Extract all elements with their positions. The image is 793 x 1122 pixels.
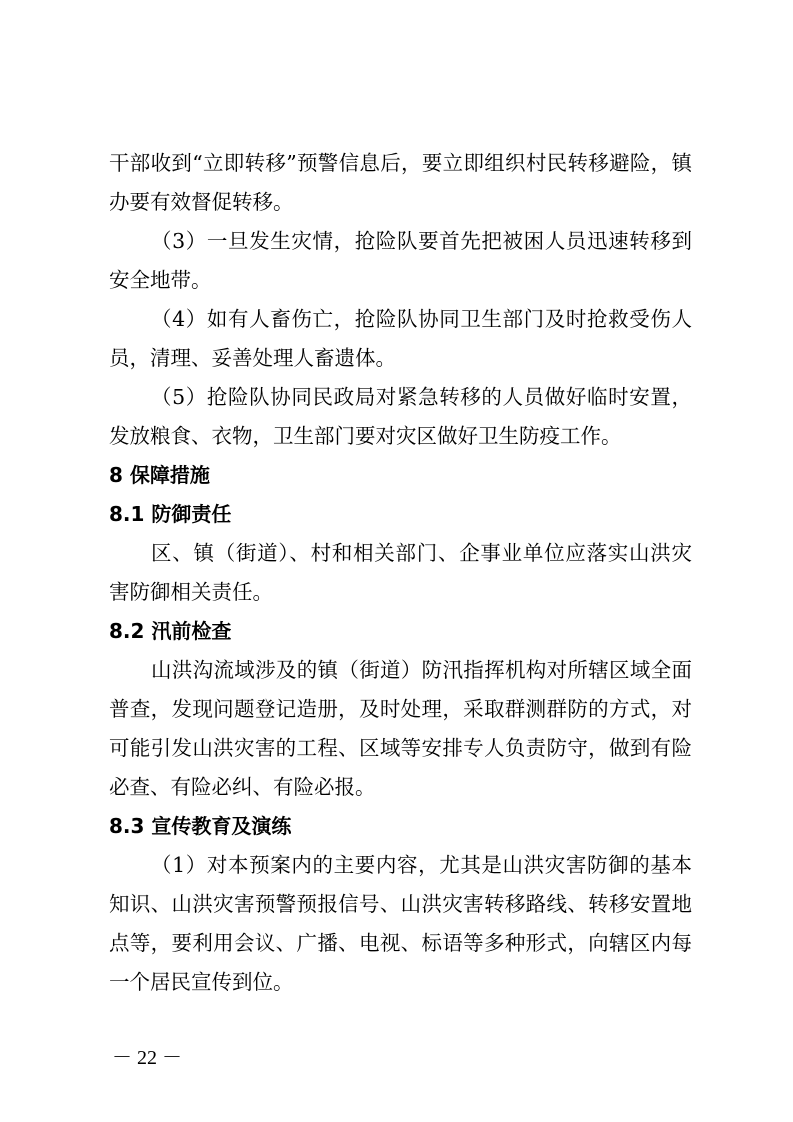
section-heading: 8 保障措施 bbox=[109, 463, 210, 487]
paragraph-line: （5）抢险队协同民政局对紧急转移的人员做好临时安置， bbox=[151, 385, 692, 409]
paragraph-line: 办要有效督促转移。 bbox=[109, 190, 294, 214]
paragraph-line: 区、镇（街道）、村和相关部门、企事业单位应落实山洪灾 bbox=[151, 541, 692, 565]
paragraph-line: 干部收到“立即转移”预警信息后，要立即组织村民转移避险，镇 bbox=[109, 151, 692, 175]
paragraph-line: 知识、山洪灾害预警预报信号、山洪灾害转移路线、转移安置地 bbox=[109, 892, 692, 916]
paragraph-line: 害防御相关责任。 bbox=[109, 580, 273, 604]
page-number: － 22 － bbox=[112, 1047, 182, 1069]
paragraph-line: 一个居民宣传到位。 bbox=[109, 970, 294, 994]
paragraph-line: 员，清理、妥善处理人畜遗体。 bbox=[109, 346, 396, 370]
paragraph-line: （1）对本预案内的主要内容，尤其是山洪灾害防御的基本 bbox=[151, 853, 692, 877]
paragraph-line: 必查、有险必纠、有险必报。 bbox=[109, 775, 376, 799]
paragraph-line: 可能引发山洪灾害的工程、区域等安排专人负责防守，做到有险 bbox=[109, 736, 692, 760]
subsection-heading: 8.2 汛前检查 bbox=[109, 619, 232, 643]
paragraph-line: 发放粮食、衣物，卫生部门要对灾区做好卫生防疫工作。 bbox=[109, 424, 622, 448]
subsection-heading: 8.1 防御责任 bbox=[109, 502, 232, 526]
paragraph-line: 点等，要利用会议、广播、电视、标语等多种形式，向辖区内每 bbox=[109, 931, 692, 955]
paragraph-line: （3）一旦发生灾情，抢险队要首先把被困人员迅速转移到 bbox=[151, 229, 692, 253]
paragraph-line: （4）如有人畜伤亡，抢险队协同卫生部门及时抢救受伤人 bbox=[151, 307, 692, 331]
paragraph-line: 普查，发现问题登记造册，及时处理，采取群测群防的方式，对 bbox=[109, 697, 692, 721]
paragraph-line: 山洪沟流域涉及的镇（街道）防汛指挥机构对所辖区域全面 bbox=[151, 658, 692, 682]
subsection-heading: 8.3 宣传教育及演练 bbox=[109, 814, 292, 838]
paragraph-line: 安全地带。 bbox=[109, 268, 212, 292]
